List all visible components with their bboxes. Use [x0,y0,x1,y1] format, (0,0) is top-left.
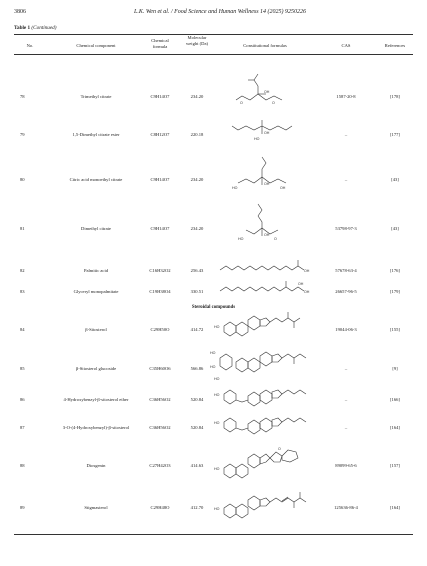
structure-78-drawing [228,72,298,112]
row-ref: [43] [391,177,399,182]
svg-text:HO: HO [214,507,220,511]
row-mw: 520.84 [190,397,204,402]
table-label: Table 1 [14,25,31,31]
row-component: β-Sitosterol glucoside [75,366,117,371]
svg-text:HO: HO [254,137,260,141]
structure-88-drawing [214,444,314,482]
row-mw: 234.20 [190,226,204,231]
row-number: 81 [20,226,25,231]
row-formula: C19H38O4 [149,289,171,294]
svg-text:HO: HO [214,377,220,381]
row-component: Dimethyl citrate [81,226,111,231]
row-ref: [179] [390,289,400,294]
row-number: 85 [20,366,25,371]
row-formula: C36H56O2 [149,397,171,402]
row-component: Citric acid monoethyl citrate [69,177,123,182]
row-cas: 57678-63-4 [335,268,357,273]
table-caption-note: (Continued) [31,25,57,31]
col-header-no: No. [26,43,34,48]
row-number: 80 [20,177,25,182]
structure-85-drawing [210,348,314,384]
row-mw: 330.51 [190,289,204,294]
row-ref: [164] [390,425,400,430]
table-top-rule [14,34,413,35]
row-cas: 26657-96-5 [335,289,357,294]
page-header [14,9,413,19]
row-ref: [178] [390,94,400,99]
row-number: 84 [20,327,25,332]
row-number: 86 [20,397,25,402]
row-formula: C9H14O7 [150,177,170,182]
row-cas: 89099-65-6 [335,463,357,468]
row-ref: [43] [391,226,399,231]
row-component: 3-O-(4-Hydroxybenzyl)-β-sitosterol [62,425,130,430]
structure-87-drawing [214,414,314,438]
row-cas: – [344,366,348,371]
svg-text:HO: HO [214,393,220,397]
page-number: 3806 [14,9,26,15]
row-component: 1,5-Dimethyl citrate ester [72,132,120,137]
row-cas: – [344,177,348,182]
svg-text:OH: OH [298,282,304,286]
table-caption [14,25,56,31]
row-cas: – [344,425,348,430]
col-header-formula: Chemical formula [151,38,169,49]
col-header-cas: CAS [341,43,351,48]
row-component: Glyceryl monopalmitate [73,289,119,294]
svg-text:OH: OH [304,290,310,294]
structure-80-drawing [228,155,308,197]
row-number: 87 [20,425,25,430]
row-mw: 220.18 [190,132,204,137]
row-formula: C16H32O2 [149,268,171,273]
structure-84-drawing [214,312,312,342]
col-header-structure: Constitutional formulas [243,43,287,48]
row-cas: 1587-20-8 [336,94,356,99]
row-cas: – [344,132,348,137]
row-number: 79 [20,132,25,137]
row-cas: 19044-06-3 [335,327,357,332]
svg-text:OH: OH [280,186,286,190]
col-header-mw: Molecular weight (Da) [185,35,209,46]
svg-text:HO: HO [210,351,216,355]
row-component: β-Sitosterol [85,327,107,332]
structure-81-drawing [228,202,308,248]
svg-text:O: O [278,447,281,451]
row-number: 89 [20,505,25,510]
row-component: 4-Hydroxybenzyl-β-sitosterol ether [63,397,129,402]
structure-79-drawing [228,116,308,150]
table-header-rule [14,54,413,55]
row-ref: [157] [390,463,400,468]
row-mw: 520.84 [190,425,204,430]
row-formula: C36H56O2 [149,425,171,430]
row-number: 82 [20,268,25,273]
row-cas: – [344,397,348,402]
row-mw: 256.43 [190,268,204,273]
row-component: Palmitic acid [83,268,109,273]
row-component: Trimethyl citrate [80,94,112,99]
row-ref: [155] [390,327,400,332]
svg-text:O: O [272,101,275,105]
row-mw: 412.70 [190,505,204,510]
row-mw: 234.20 [190,94,204,99]
svg-text:OH: OH [264,233,270,237]
row-formula: C8H12O7 [150,132,170,137]
row-formula: C29H48O [150,505,170,510]
row-ref: [9] [392,366,398,371]
row-mw: 234.20 [190,177,204,182]
row-formula: C35H60O6 [149,366,171,371]
svg-text:HO: HO [232,186,238,190]
svg-text:OH: OH [264,182,270,186]
svg-text:O: O [274,237,277,241]
row-component: Diosgenin [86,463,106,468]
row-formula: C29H50O [150,327,170,332]
row-formula: C27H42O3 [149,463,171,468]
row-cas: 125636-86-4 [334,505,358,510]
journal-citation: L.K. Wen et al. / Food Science and Human Wellness 14 (2025) 9250226 [134,9,307,15]
row-ref: [164] [390,505,400,510]
svg-text:O: O [240,101,243,105]
svg-text:HO: HO [210,365,216,369]
row-ref: [177] [390,132,400,137]
row-formula: C9H14O7 [150,226,170,231]
table-bottom-rule [14,534,413,535]
row-mw: 414.63 [190,463,204,468]
svg-text:HO: HO [238,237,244,241]
row-mw: 566.86 [190,366,204,371]
svg-text:OH: OH [264,131,270,135]
row-component: Stigmasterol [84,505,108,510]
section-heading: Steroidal compounds [191,305,236,310]
row-ref: [176] [390,268,400,273]
row-mw: 414.72 [190,327,204,332]
row-number: 83 [20,289,25,294]
row-formula: C9H14O7 [150,94,170,99]
row-cas: 53798-97-3 [335,226,357,231]
col-header-refs: References [384,43,406,48]
svg-text:HO: HO [214,467,220,471]
structure-82-drawing [218,258,314,274]
row-number: 78 [20,94,25,99]
col-header-component: Chemical component [76,43,116,48]
svg-text:HO: HO [214,325,220,329]
svg-text:OH: OH [264,90,270,94]
row-ref: [166] [390,397,400,402]
structure-86-drawing [214,386,314,410]
structure-83-drawing [218,279,314,295]
structure-89-drawing [214,488,314,522]
svg-text:OH: OH [304,269,310,273]
row-number: 88 [20,463,25,468]
svg-text:HO: HO [214,421,220,425]
